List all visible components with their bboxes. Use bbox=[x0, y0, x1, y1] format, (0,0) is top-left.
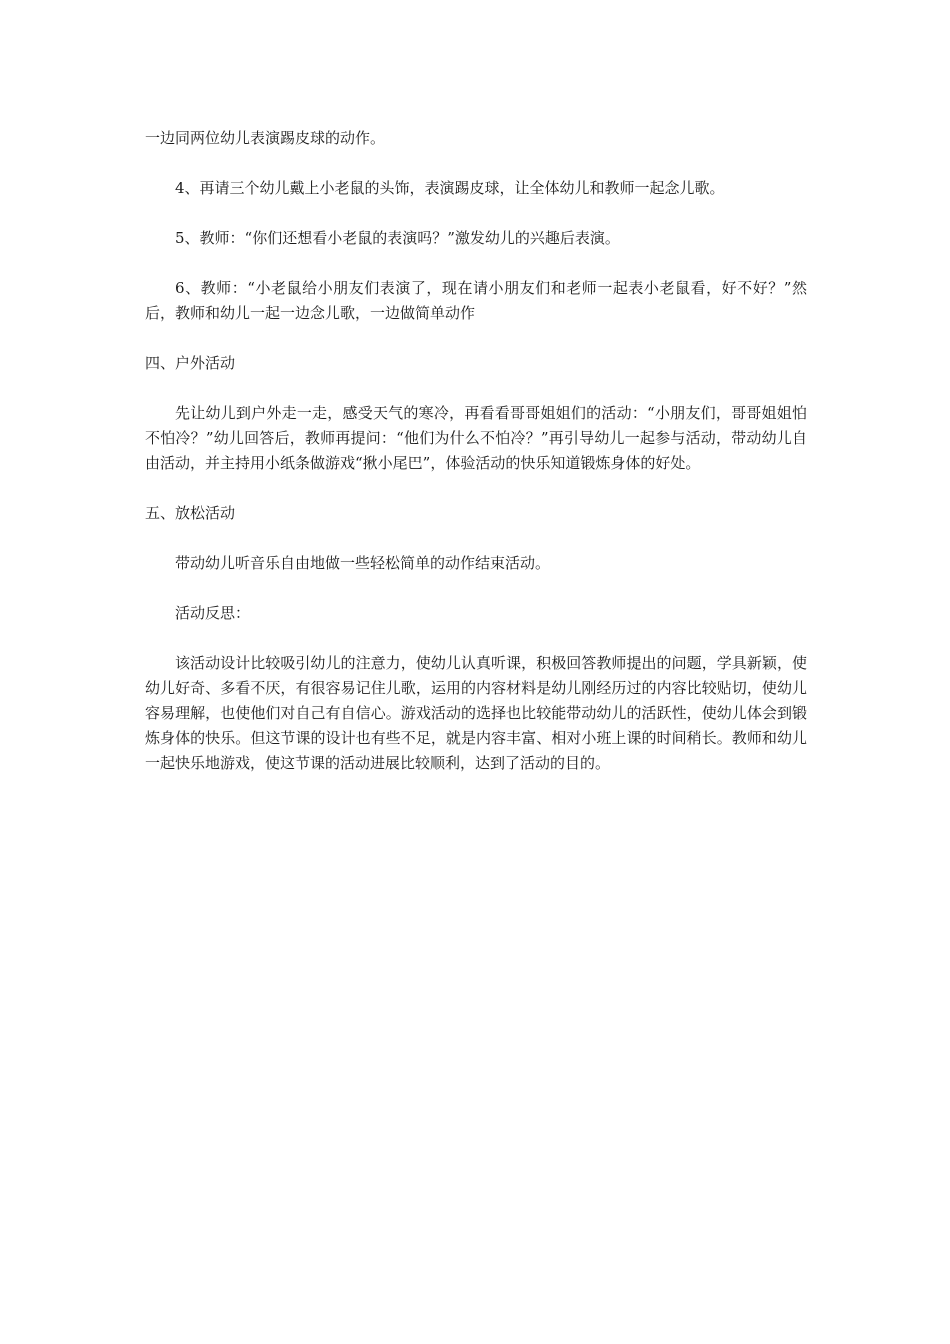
paragraph-reflection: 该活动设计比较吸引幼儿的注意力，使幼儿认真听课，积极回答教师提出的问题，学具新颖，使幼儿好奇、多看不厌，有很容易记住儿歌，运用的内容材料是幼儿刚经历过的内容比较贴切，使幼儿容易理解，也使他们对自己有自信心。游戏活动的选择也比较能带动幼儿的活跃性，使幼儿体会到锻炼身体的快乐。但这节课的设计也有些不足，就是内容丰富、相对小班上课的时间稍长。教师和幼儿一起快乐地游戏，使这节课的活动进展比较顺利，达到了活动的目的。 bbox=[145, 654, 807, 772]
section-heading-outdoor: 四、户外活动 bbox=[145, 354, 236, 372]
section-heading-relax: 五、放松活动 bbox=[145, 504, 236, 522]
paragraph-step-4: 4、再请三个幼儿戴上小老鼠的头饰，表演踢皮球，让全体幼儿和教师一起念儿歌。 bbox=[175, 179, 725, 197]
paragraph-step-6: 6、教师：“小老鼠给小朋友们表演了，现在请小朋友们和老师一起表小老鼠看，好不好？”然后，教师和幼儿一起一边念儿歌，一边做简单动作 bbox=[145, 279, 807, 322]
paragraph-continuation: 一边同两位幼儿表演踢皮球的动作。 bbox=[145, 129, 386, 147]
paragraph-step-5: 5、教师：“你们还想看小老鼠的表演吗？”激发幼儿的兴趣后表演。 bbox=[175, 229, 620, 247]
reflection-heading: 活动反思： bbox=[175, 604, 251, 622]
document-body bbox=[145, 126, 807, 801]
paragraph-relax: 带动幼儿听音乐自由地做一些轻松简单的动作结束活动。 bbox=[175, 554, 551, 572]
paragraph-outdoor: 先让幼儿到户外走一走，感受天气的寒冷，再看看哥哥姐姐们的活动：“小朋友们，哥哥姐姐怕不怕冷？”幼儿回答后，教师再提问：“他们为什么不怕冷？”再引导幼儿一起参与活动，带动幼儿自由活动，并主持用小纸条做游戏“揪小尾巴”，体验活动的快乐知道锻炼身体的好处。 bbox=[145, 404, 807, 472]
